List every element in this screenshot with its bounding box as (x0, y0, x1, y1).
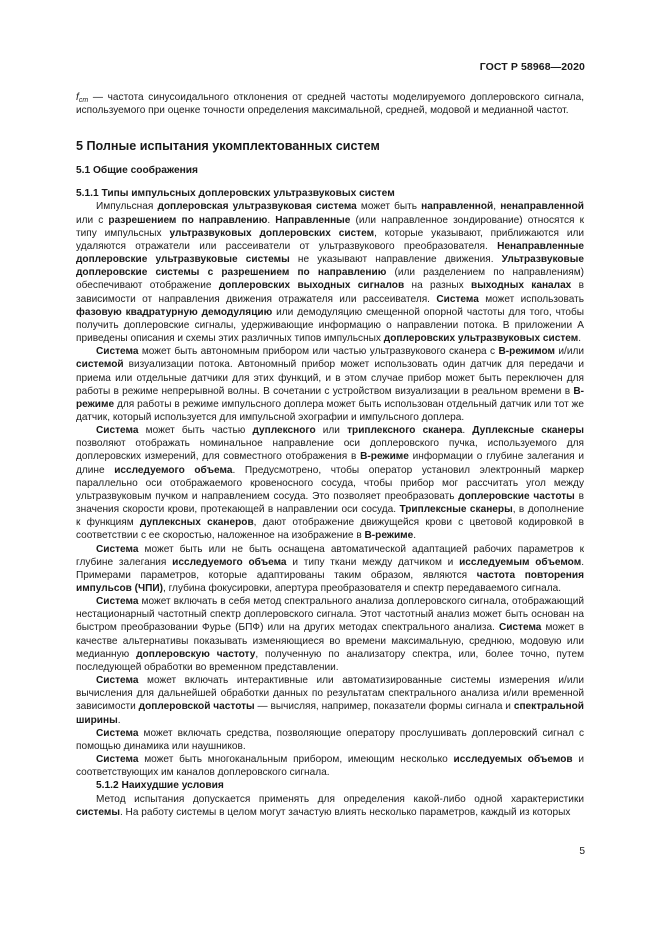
term-bold: Система (96, 543, 139, 555)
text-run: или с (76, 214, 109, 226)
text-run: может быть многоканальным прибором, имеющим несколько (138, 754, 454, 766)
term-bold: дуплексных сканеров (139, 517, 254, 529)
text-run: (или направленное зондирование) относятся к типу импульсных (76, 214, 584, 239)
paragraph-standalone (76, 345, 584, 424)
term-bold: частота повторения импульсов (ЧПИ) (76, 569, 584, 594)
text-run: информации о глубине залегания и длине (76, 451, 584, 476)
text-run: , в дополнение к функциям (76, 504, 584, 529)
text-run: может быть или не быть оснащена автоматической адаптацией рабочих параметров к глубине залегания (76, 543, 584, 568)
term-bold: триплексного сканера (347, 425, 463, 437)
text-run: Метод испытания допускается применять для определения какой-либо одной характеристики (96, 793, 584, 805)
term-bold: Ненаправленные доплеровские ультразвуковые системы (76, 240, 584, 266)
text-run: визуализации потока. Автономный прибор может использовать один датчик для передачи и приема или отдельные датчики для этих функций, и в этом случае прибор может быть переключен для работы в режиме непрерывной волны. В сочетании с устройством визуализации в реальном времени в (76, 359, 584, 397)
text-run: в зависимости от направления движения отражателя или рассеивателя. (76, 280, 584, 305)
term-bold: Система (96, 754, 139, 766)
term-bold: спектральной ширины (76, 701, 585, 726)
section-5-title: 5 Полные испытания укомплектованных систем (76, 139, 380, 154)
text-run: позволяют отображать номинальное направление оси доплеровского пучка, используемого для доплеровских измерений, для совместного отображения в (76, 438, 584, 463)
section-5-1-1-title: 5.1.1 Типы импульсных доплеровских ультразвуковых систем (76, 188, 395, 200)
term-bold: Ультразвуковые доплеровские системы с разрешением по направлению (76, 254, 584, 279)
term-bold: доплеровская ультразвуковая система (157, 201, 357, 213)
standard-designation: ГОСТ Р 58968—2020 (479, 61, 585, 73)
text-run: может быть автономным прибором или частью ультразвукового сканера с (138, 346, 499, 358)
text-run: — вычисляя, например, показатели формы сигнала и (254, 701, 514, 713)
text-run: , которые указывают, приближаются или удаляются отражатели или рассеиватели от ультразвукового преобразователя. (76, 227, 584, 252)
text-run: . (578, 333, 582, 345)
text-run: . (117, 714, 121, 726)
paragraph-types (76, 200, 584, 345)
paragraph-duplex (76, 424, 584, 542)
term-bold: исследуемых объемов (453, 754, 573, 766)
term-bold: разрешением по направлению (108, 214, 268, 226)
paragraph-adaptation (76, 543, 584, 596)
term-bold: доплеровскую частоту (136, 648, 256, 660)
term-bold: исследуемым объемом (459, 556, 582, 568)
definition-text: — частота синусоидального отклонения от средней частоты моделируемого доплеровского сигнала, используемого при оценке точности определения максимальной, средней, модовой и медианной частот. (76, 92, 584, 117)
page-number: 5 (579, 846, 585, 857)
term-bold: Дуплексные сканеры (472, 425, 584, 437)
term-bold: системы (76, 806, 120, 818)
definition-symbol: $f_{cm}$ (76, 92, 89, 104)
term-bold: системой (76, 359, 124, 371)
term-bold: Триплексные сканеры (399, 504, 513, 516)
paragraph-worst-case (76, 793, 584, 819)
text-run: , глубина фокусировки, апертура преобразователя и спектр передаваемого сигнала. (162, 583, 562, 594)
term-bold: доплеровских выходных сигналов (218, 280, 405, 292)
term-bold: дуплексного (252, 425, 316, 437)
term-bold: доплеровской частоты (138, 701, 255, 713)
text-run: или (315, 425, 348, 437)
text-run: , (493, 201, 501, 213)
text-run: , полученную по анализатору спектра, или, более точно, путем последующей обработки во временном представлении. (76, 648, 585, 673)
text-run: может быть частью (138, 425, 253, 437)
paragraph-spectral (76, 595, 584, 674)
text-run: . На работу системы в целом могут зачастую влиять несколько параметров, каждый из которых (119, 806, 571, 818)
term-bold: Направленные (275, 214, 351, 226)
term-bold: Система (96, 425, 139, 437)
text-run: . Предусмотрено, чтобы оператор установил электронный маркер параллельно оси отображаемого кровеносного сосуда, чтобы прибор мог рассчитать угол между ультразвуковым пучком и направлением сосуда. Это позволяет преобразовать (76, 464, 584, 502)
term-bold: направленной (421, 201, 494, 213)
term-bold: доплеровских ультразвуковых систем (383, 333, 579, 345)
text-run: . Примерами параметров, которые адаптированы таким образом, являются (76, 556, 584, 581)
text-run: и/или (555, 346, 584, 358)
section-5-1-title: 5.1 Общие соображения (76, 165, 198, 177)
term-bold: доплеровские частоты (458, 490, 575, 502)
text-run: . (267, 214, 276, 226)
term-bold: Система (96, 596, 139, 608)
term-bold: ультразвуковых доплеровских систем (169, 227, 375, 239)
term-bold: Система (96, 346, 139, 358)
term-bold: В-режиме (360, 451, 409, 463)
term-bold: выходных каналах (470, 280, 572, 292)
term-bold: Система (498, 622, 542, 634)
text-run: . (413, 530, 417, 542)
term-bold: исследуемого объема (114, 464, 233, 476)
text-run: может использовать (478, 293, 585, 305)
paragraph-multichannel (76, 753, 584, 779)
text-run: может включать в себя метод спектрального анализа доплеровского сигнала, отображающий нестационарный частотный спектр доплеровского сигнала. Этот частотный анализ может быть основан на быстром преобразовании Фурье (БПФ) или на других методах спектрального анализа. (76, 596, 584, 634)
term-bold: исследуемого объема (172, 556, 287, 568)
term-bold: В-режиме (364, 530, 414, 542)
term-bold: В-режиме (76, 385, 584, 410)
text-run: может включать интерактивные или автоматизированные системы измерения и/или вычисления для дальнейшей обработки данных по результатам спектрального анализа и/или временной зависимости (76, 675, 584, 713)
term-bold: Система (96, 727, 139, 739)
text-run: (или разделением по направлениям) обеспечивают отображение (76, 267, 584, 292)
text-run: и соответствующих им каналов доплеровского сигнала. (76, 754, 585, 779)
text-run: Импульсная (96, 201, 158, 213)
term-bold: ненаправленной (500, 201, 585, 213)
text-run: в значения скорости крови, протекающей в направлении оси сосуда. (76, 490, 584, 516)
term-bold: Система (96, 675, 139, 687)
text-run: может быть (356, 201, 422, 213)
text-run: , дают отображение движущейся крови с цветовой кодировкой в соответствии с ее скоростью, наложенное на изображение в (76, 517, 585, 542)
text-run: на разных (404, 280, 471, 292)
text-run: не указывают направление движения. (289, 254, 502, 266)
paragraph-measurement (76, 674, 584, 727)
page-content (76, 91, 584, 819)
text-run: для работы в режиме импульсного доплера может быть использован отдельный датчик или тот же датчик, который используется для импульсной эхографии и импульсного доплера. (76, 398, 584, 423)
text-run: или демодуляцию смещенной опорной частоты для того, чтобы получить доплеровские сигналы, удерживающие информацию о направлении потока. В приложении А приведены описания и схемы этих различных типов импульсных (76, 306, 584, 345)
term-bold: Система (436, 293, 479, 305)
text-run: и типу ткани между датчиком и (286, 556, 460, 568)
term-bold: В-режимом (498, 346, 555, 358)
text-run: может в качестве альтернативы показывать изменяющиеся во времени максимальную, среднюю, модовую или медианную (76, 622, 584, 660)
definition-fcm (76, 91, 584, 117)
section-5-1-2-title: 5.1.2 Наихудшие условия (96, 780, 224, 792)
text-run: . (462, 425, 473, 437)
term-bold: фазовую квадратурную демодуляцию (76, 306, 273, 318)
paragraph-audio (76, 727, 584, 753)
text-run: может включать средства, позволяющие оператору прослушивать доплеровский сигнал с помощью динамика или наушников. (76, 727, 584, 752)
